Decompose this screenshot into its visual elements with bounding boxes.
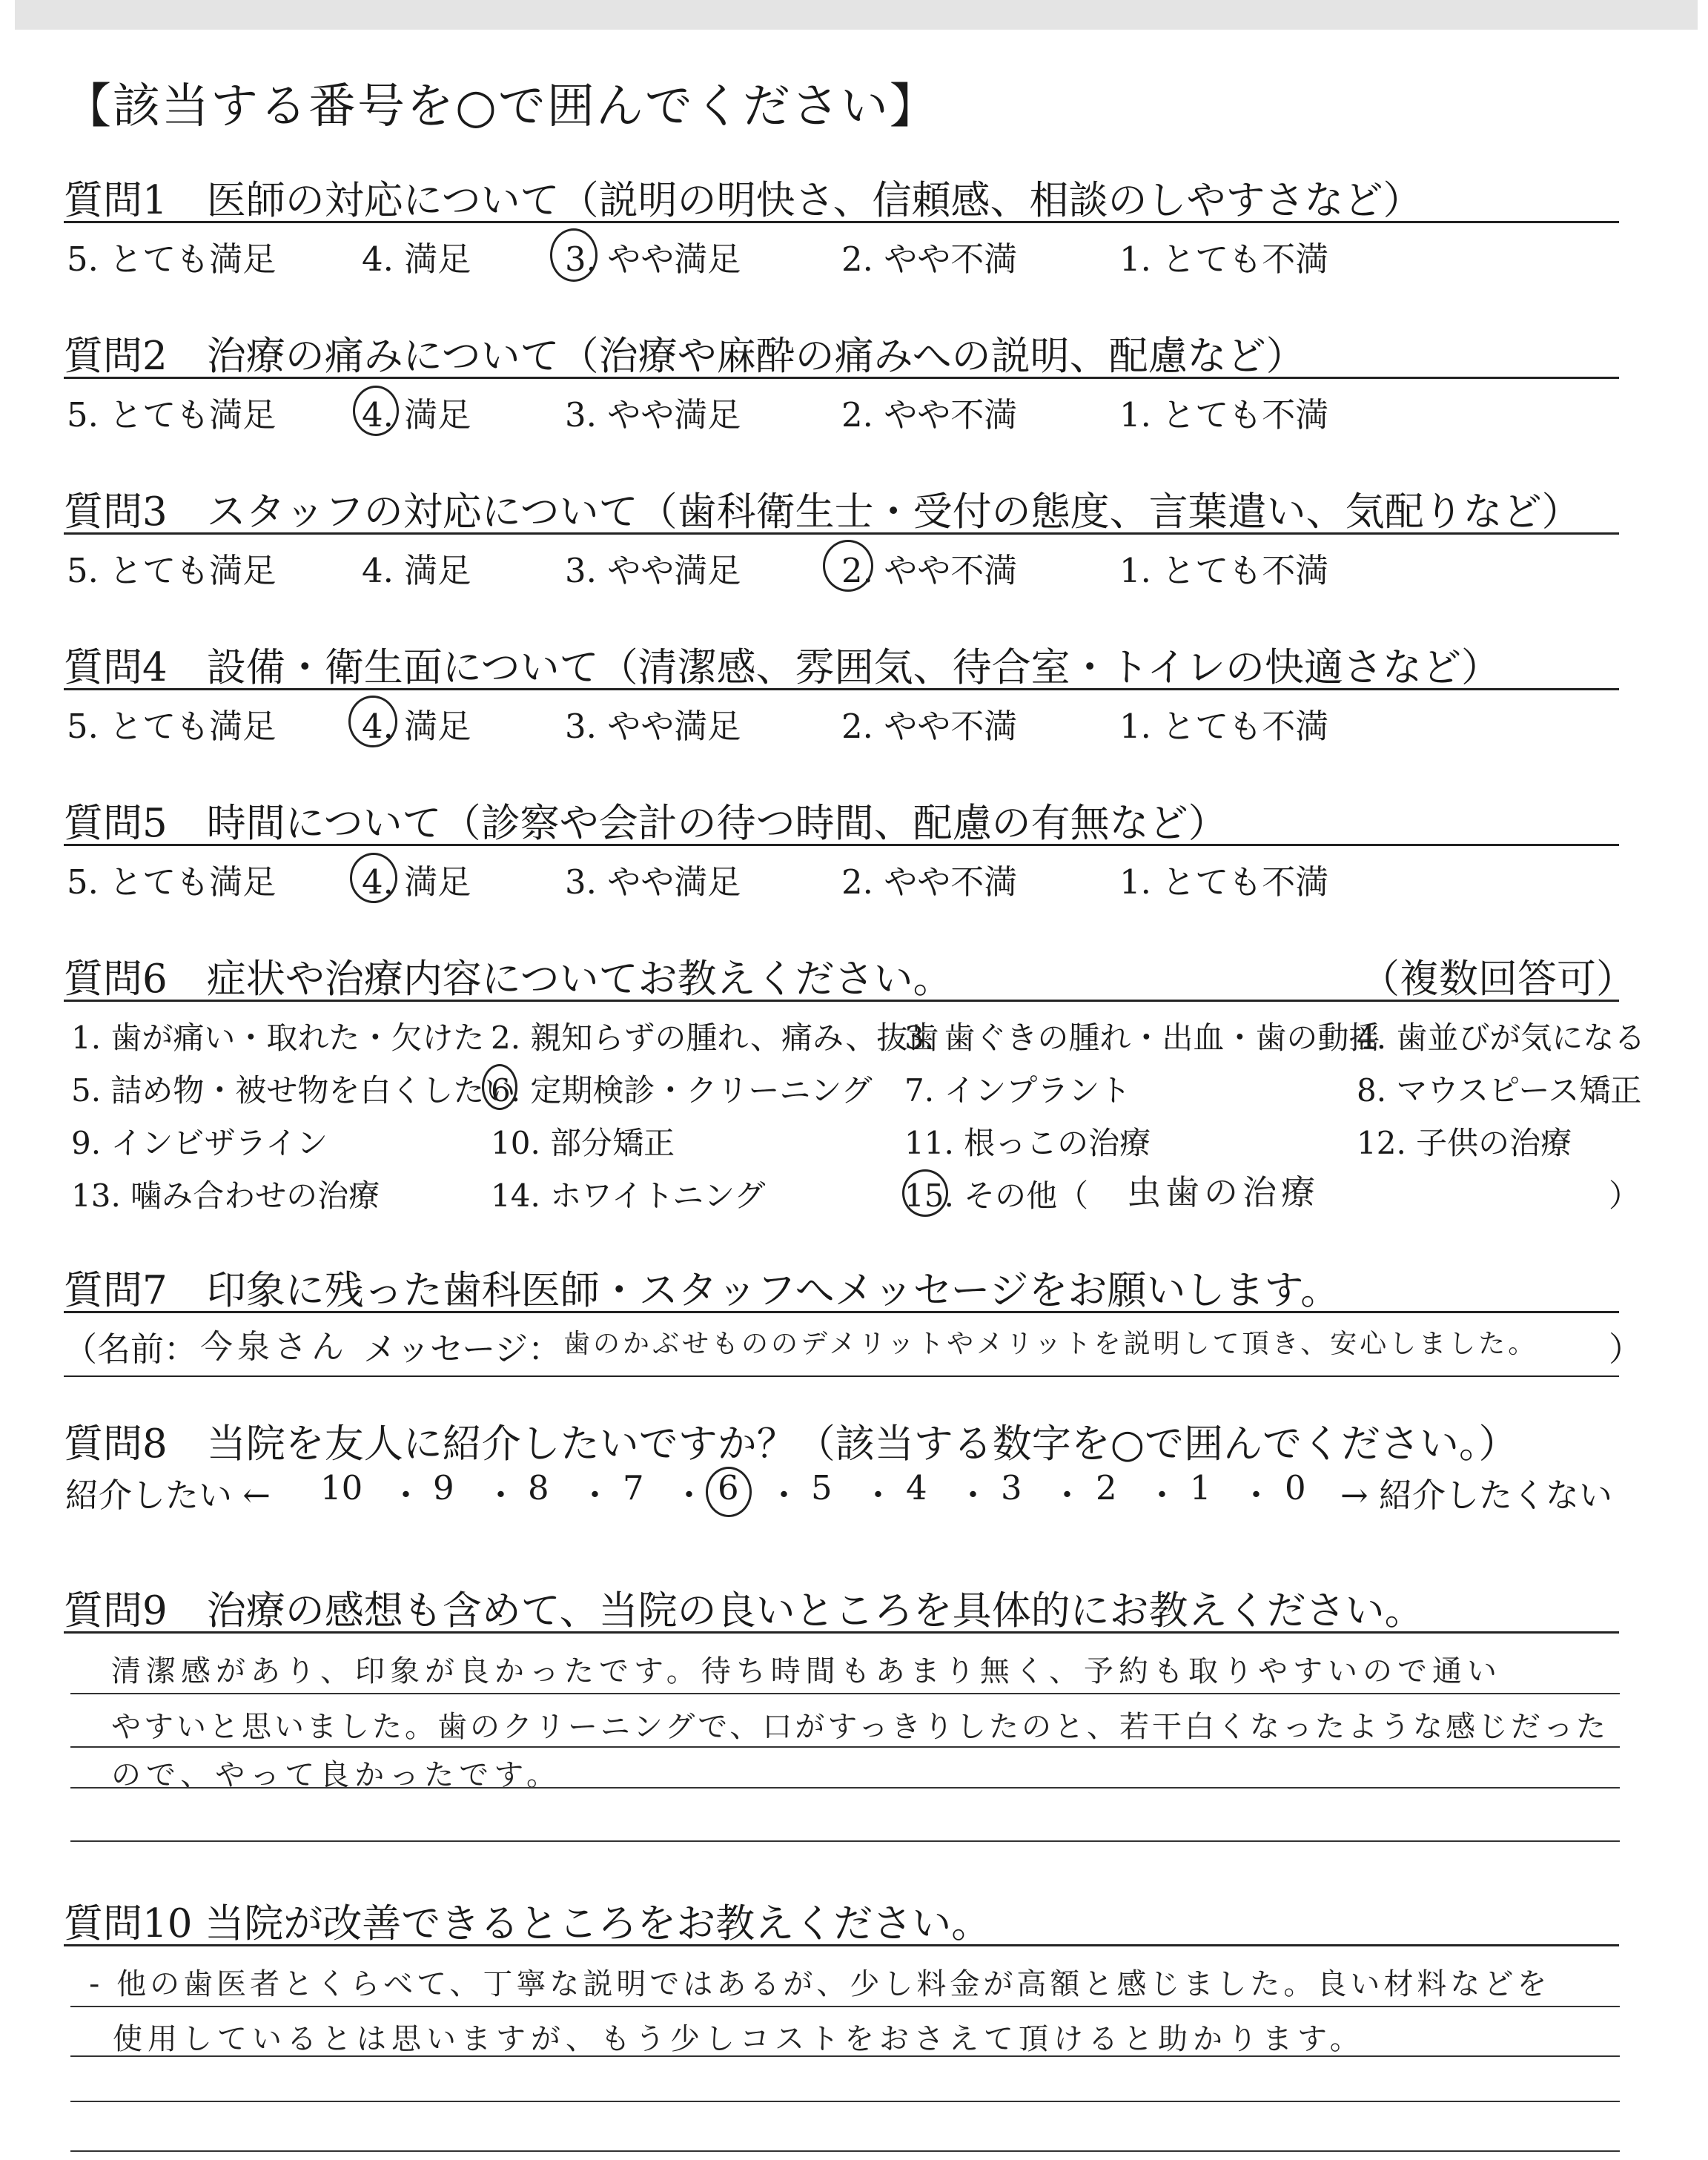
q10-rule: [64, 1944, 1619, 1946]
q8-dot: ・: [767, 1476, 801, 1515]
q6-option-8[interactable]: 8. マウスピース矯正: [1357, 1072, 1642, 1109]
q4-option-5[interactable]: 5. とても満足: [67, 707, 277, 746]
q8-scale-8[interactable]: 8: [528, 1468, 549, 1507]
question-6-rule: [64, 1000, 1619, 1002]
q6-option-14[interactable]: 14. ホワイトニング: [491, 1178, 766, 1214]
q8-dot: ・: [389, 1476, 423, 1515]
q7-close: ）: [1609, 1330, 1643, 1369]
question-5-rule: [64, 844, 1619, 846]
q7-message-underline: [64, 1375, 1619, 1377]
q8-dot: ・: [484, 1476, 518, 1515]
q3-option-4[interactable]: 4. 満足: [362, 551, 471, 590]
q6-option-15[interactable]: 15. その他（: [904, 1178, 1089, 1214]
scan-top-edge: [15, 0, 1698, 30]
q9-answer-line-3[interactable]: ので、やって良かったです。: [111, 1758, 561, 1792]
q6-option-7[interactable]: 7. インプラント: [904, 1072, 1131, 1109]
q3-selected-circle: [823, 540, 873, 592]
q9-writing-line: [70, 1840, 1620, 1842]
q10-writing-line: [70, 2150, 1620, 2152]
question-1-title: 質問1 医師の対応について（説明の明快さ、信頼感、相談のしやすさなど）: [64, 178, 1423, 223]
question-10-title: 質問10 当院が改善できるところをお教えください。: [64, 1901, 991, 1946]
q8-scale-7[interactable]: 7: [623, 1468, 644, 1507]
q6-option-13[interactable]: 13. 噛み合わせの治療: [71, 1178, 380, 1214]
q2-option-2[interactable]: 2. やや不満: [841, 395, 1018, 435]
q6-option-4[interactable]: 4. 歯並びが気になる: [1357, 1020, 1646, 1056]
q8-selected-circle: [706, 1467, 752, 1517]
q5-selected-circle: [350, 853, 397, 903]
q4-option-3[interactable]: 3. やや満足: [565, 707, 741, 746]
q2-option-3[interactable]: 3. やや満足: [565, 395, 741, 435]
q7-name-label: （名前：: [64, 1330, 198, 1369]
question-8-title: 質問8 当院を友人に紹介したいですか？（該当する数字を○で囲んでください。）: [64, 1421, 1518, 1467]
q4-selected-circle: [348, 696, 397, 747]
q1-option-4[interactable]: 4. 満足: [362, 240, 471, 279]
q10-writing-line: [70, 2101, 1620, 2102]
q5-option-5[interactable]: 5. とても満足: [67, 862, 277, 902]
question-6-note: （複数回答可）: [1360, 957, 1635, 1002]
question-7-title: 質問7 印象に残った歯科医師・スタッフへメッセージをお願いします。: [64, 1268, 1340, 1313]
q6-option-12[interactable]: 12. 子供の治療: [1357, 1125, 1572, 1161]
q9-answer-line-2[interactable]: やすいと思いました。歯のクリーニングで、口がすっきりしたのと、若干白くなったような感じだった: [111, 1710, 1609, 1744]
q8-dot: ・: [578, 1476, 612, 1515]
q9-rule: [64, 1631, 1619, 1634]
q7-message-value[interactable]: 歯のかぶせもののデメリットやメリットを説明して頂き、安心しました。: [563, 1329, 1538, 1359]
q8-dot: ・: [1239, 1476, 1274, 1515]
q8-scale-10[interactable]: 10: [320, 1468, 363, 1507]
q8-scale-0[interactable]: 0: [1285, 1468, 1306, 1507]
q5-option-4[interactable]: 4. 満足: [362, 862, 471, 902]
q5-option-1[interactable]: 1. とても不満: [1119, 862, 1329, 902]
form-header: 【該当する番号を○で囲んでください】: [64, 79, 939, 134]
question-4-title: 質問4 設備・衛生面について（清潔感、雰囲気、待合室・トイレの快適さなど）: [64, 645, 1501, 690]
q8-scale-4[interactable]: 4: [906, 1468, 927, 1507]
question-5-title: 質問5 時間について（診察や会計の待つ時間、配慮の有無など）: [64, 801, 1228, 846]
q1-option-5[interactable]: 5. とても満足: [67, 240, 277, 279]
q8-dot: ・: [1145, 1476, 1179, 1515]
question-3-rule: [64, 532, 1619, 535]
q8-scale-3[interactable]: 3: [1001, 1468, 1022, 1507]
q8-left-label: 紹介したい ←: [65, 1476, 271, 1515]
q9-writing-line: [70, 1693, 1620, 1694]
q6-selected-circle-15: [902, 1169, 948, 1217]
q8-dot: ・: [956, 1476, 990, 1515]
q10-answer-line-1[interactable]: - 他の歯医者とくらべて、丁寧な説明ではあるが、少し料金が高額と感じました。良い材料などを: [89, 1967, 1551, 2001]
q6-option-9[interactable]: 9. インビザライン: [71, 1125, 328, 1161]
q2-option-5[interactable]: 5. とても満足: [67, 395, 277, 435]
q10-writing-line: [70, 2055, 1620, 2057]
q2-option-4[interactable]: 4. 満足: [362, 395, 471, 435]
q4-option-4[interactable]: 4. 満足: [362, 707, 471, 746]
q9-answer-line-1[interactable]: 清潔感があり、印象が良かったです。待ち時間もあまり無く、予約も取りやすいので通い: [111, 1654, 1502, 1688]
q6-option-10[interactable]: 10. 部分矯正: [491, 1125, 675, 1161]
q6-other-text[interactable]: 虫歯の治療: [1127, 1172, 1320, 1212]
q6-option-2[interactable]: 2. 親知らずの腫れ、痛み、抜歯: [491, 1020, 939, 1056]
question-9-title: 質問9 治療の感想も含めて、当院の良いところを具体的にお教えください。: [64, 1588, 1424, 1634]
q8-dot: ・: [672, 1476, 706, 1515]
q9-writing-line: [70, 1787, 1620, 1789]
q2-option-1[interactable]: 1. とても不満: [1119, 395, 1329, 435]
q6-option-6[interactable]: 6. 定期検診・クリーニング: [491, 1072, 873, 1109]
q1-selected-circle: [550, 228, 598, 282]
q6-option-5[interactable]: 5. 詰め物・被せ物を白くしたい: [71, 1072, 516, 1109]
q8-scale-1[interactable]: 1: [1190, 1468, 1211, 1507]
q8-right-label: → 紹介したくない: [1340, 1476, 1613, 1515]
q2-selected-circle: [353, 386, 399, 436]
q6-option-11[interactable]: 11. 根っこの治療: [904, 1125, 1151, 1161]
question-7-rule: [64, 1311, 1619, 1313]
q8-dot: ・: [861, 1476, 896, 1515]
q8-scale-5[interactable]: 5: [811, 1468, 833, 1507]
q8-dot: ・: [1050, 1476, 1085, 1515]
q3-option-3[interactable]: 3. やや満足: [565, 551, 741, 590]
q7-name-value[interactable]: 今泉さん: [200, 1328, 348, 1366]
q9-writing-line: [70, 1746, 1620, 1748]
q1-option-2[interactable]: 2. やや不満: [841, 240, 1018, 279]
question-2-title: 質問2 治療の痛みについて（治療や麻酔の痛みへの説明、配慮など）: [64, 334, 1305, 379]
q6-other-close: ）: [1609, 1178, 1641, 1214]
q6-option-3[interactable]: 3. 歯ぐきの腫れ・出血・歯の動揺: [904, 1020, 1380, 1056]
q8-scale-6[interactable]: 6: [718, 1468, 739, 1507]
q4-option-1[interactable]: 1. とても不満: [1119, 707, 1329, 746]
q10-writing-line: [70, 2006, 1620, 2007]
q3-option-2[interactable]: 2. やや不満: [841, 551, 1018, 590]
q10-answer-line-2[interactable]: 使用しているとは思いますが、もう少しコストをおさえて頂けると助かります。: [113, 2022, 1365, 2056]
q3-option-1[interactable]: 1. とても不満: [1119, 551, 1329, 590]
question-6-title: 質問6 症状や治療内容についてお教えください。: [64, 957, 953, 1002]
q8-scale-9[interactable]: 9: [433, 1468, 454, 1507]
question-1-rule: [64, 221, 1619, 223]
q1-option-1[interactable]: 1. とても不満: [1119, 240, 1329, 279]
q6-selected-circle-6: [482, 1064, 517, 1110]
q5-option-3[interactable]: 3. やや満足: [565, 862, 741, 902]
q3-option-5[interactable]: 5. とても満足: [67, 551, 277, 590]
q5-option-2[interactable]: 2. やや不満: [841, 862, 1018, 902]
q7-message-label: メッセージ：: [363, 1330, 562, 1369]
q8-scale-2[interactable]: 2: [1096, 1468, 1117, 1507]
question-3-title: 質問3 スタッフの対応について（歯科衛生士・受付の態度、言葉遣い、気配りなど）: [64, 489, 1581, 535]
q4-option-2[interactable]: 2. やや不満: [841, 707, 1018, 746]
q6-option-1[interactable]: 1. 歯が痛い・取れた・欠けた: [71, 1020, 485, 1056]
question-2-rule: [64, 377, 1619, 379]
question-4-rule: [64, 688, 1619, 690]
q1-option-3[interactable]: 3. やや満足: [565, 240, 741, 279]
